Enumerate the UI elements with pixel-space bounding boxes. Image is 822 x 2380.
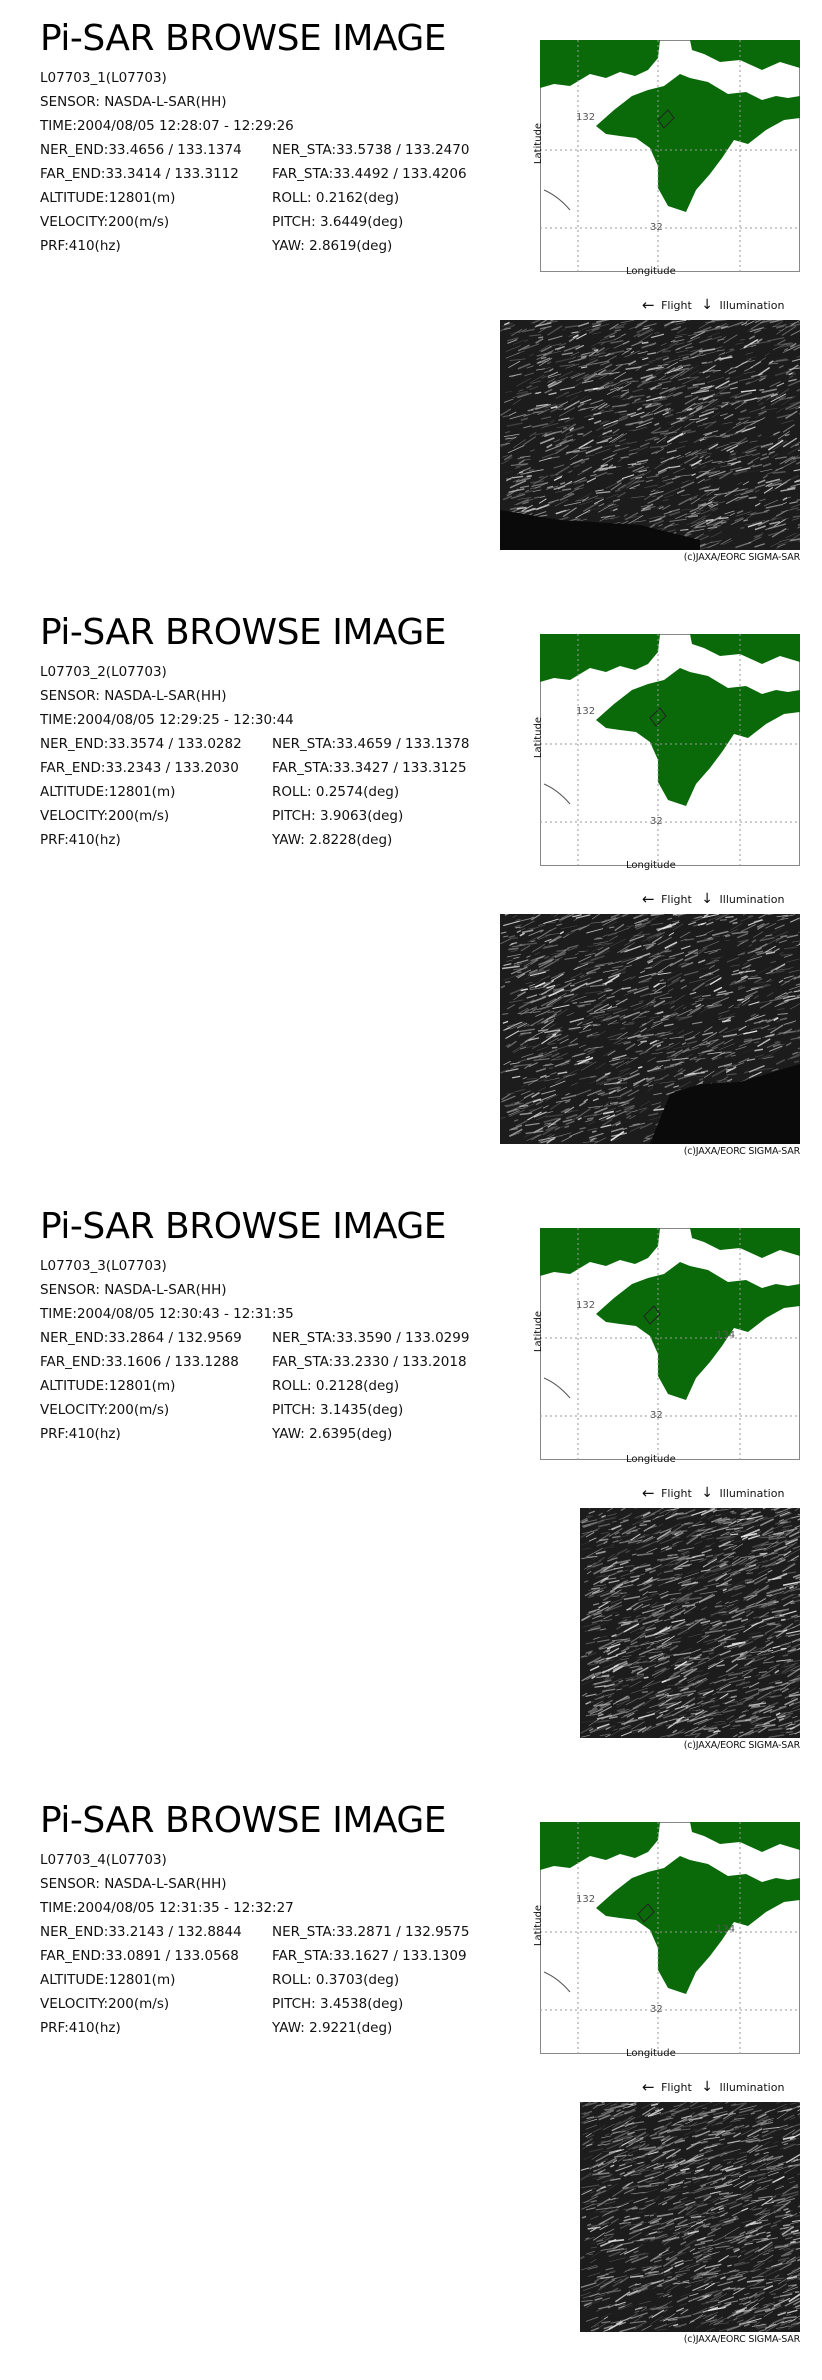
altitude-text: ALTITUDE:12801(m)	[40, 784, 176, 800]
pitch-text: PITCH: 3.9063(deg)	[272, 808, 404, 824]
far-sta-text: FAR_STA:33.3427 / 133.3125	[272, 760, 467, 776]
latitude-axis-label: Latitude	[533, 122, 545, 165]
lon-label-132: 132	[576, 112, 596, 123]
pitch-text: PITCH: 3.1435(deg)	[272, 1402, 404, 1418]
flight-illumination-legend	[642, 1484, 784, 1500]
panel-title: Pi-SAR BROWSE IMAGE	[40, 1800, 447, 1841]
illumination-arrow-icon: ↓	[701, 297, 714, 313]
roll-text: ROLL: 0.3703(deg)	[272, 1972, 400, 1988]
far-end-text: FAR_END:33.1606 / 133.1288	[40, 1354, 239, 1370]
meta-right	[272, 1920, 469, 2040]
copyright-credit: (c)JAXA/EORC SIGMA-SAR	[683, 1146, 800, 1157]
sensor-text: SENSOR: NASDA-L-SAR(HH)	[40, 1876, 227, 1892]
illumination-label: Illumination	[719, 1486, 785, 1500]
altitude-text: ALTITUDE:12801(m)	[40, 190, 176, 206]
lat-label-32: 32	[650, 222, 663, 233]
sensor-text: SENSOR: NASDA-L-SAR(HH)	[40, 94, 227, 110]
browse-panel	[0, 1188, 822, 1783]
longitude-axis-label: Longitude	[626, 860, 676, 871]
altitude-text: ALTITUDE:12801(m)	[40, 1972, 176, 1988]
sar-texture	[500, 320, 800, 550]
velocity-text: VELOCITY:200(m/s)	[40, 1402, 170, 1418]
lat-label-32: 32	[650, 1410, 663, 1421]
location-map	[540, 1228, 800, 1460]
altitude-text: ALTITUDE:12801(m)	[40, 1378, 176, 1394]
yaw-text: YAW: 2.6395(deg)	[272, 1426, 393, 1442]
flight-label: Flight	[661, 2080, 692, 2094]
prf-text: PRF:410(hz)	[40, 2020, 121, 2036]
ner-sta-text: NER_STA:33.2871 / 132.9575	[272, 1924, 470, 1940]
flight-arrow-icon: ←	[642, 296, 655, 314]
time-text: TIME:2004/08/05 12:30:43 - 12:31:35	[40, 1306, 294, 1322]
far-sta-text: FAR_STA:33.1627 / 133.1309	[272, 1948, 467, 1964]
prf-text: PRF:410(hz)	[40, 832, 121, 848]
meta-left	[40, 1254, 294, 1446]
lon-label-134: 134	[716, 1924, 736, 1935]
meta-left	[40, 1848, 294, 2040]
longitude-axis-label: Longitude	[626, 266, 676, 277]
meta-right	[272, 138, 469, 258]
ner-end-text: NER_END:33.3574 / 133.0282	[40, 736, 242, 752]
latitude-axis-label: Latitude	[533, 716, 545, 759]
copyright-credit: (c)JAXA/EORC SIGMA-SAR	[683, 1740, 800, 1751]
velocity-text: VELOCITY:200(m/s)	[40, 214, 170, 230]
lon-label-134: 134	[716, 1330, 736, 1341]
browse-panel	[0, 1782, 822, 2377]
yaw-text: YAW: 2.9221(deg)	[272, 2020, 393, 2036]
latitude-axis-label: Latitude	[533, 1904, 545, 1947]
prf-text: PRF:410(hz)	[40, 1426, 121, 1442]
scene-id: L07703_2(L07703)	[40, 664, 167, 680]
velocity-text: VELOCITY:200(m/s)	[40, 808, 170, 824]
flight-illumination-legend	[642, 296, 784, 312]
roll-text: ROLL: 0.2162(deg)	[272, 190, 400, 206]
longitude-axis-label: Longitude	[626, 1454, 676, 1465]
lat-label-32: 32	[650, 2004, 663, 2015]
scene-id: L07703_1(L07703)	[40, 70, 167, 86]
panel-title: Pi-SAR BROWSE IMAGE	[40, 1206, 447, 1247]
illumination-label: Illumination	[719, 2080, 785, 2094]
sar-browse-image	[500, 320, 800, 550]
lon-label-132: 132	[576, 706, 596, 717]
lon-label-132: 132	[576, 1300, 596, 1311]
time-text: TIME:2004/08/05 12:28:07 - 12:29:26	[40, 118, 294, 134]
ner-sta-text: NER_STA:33.5738 / 133.2470	[272, 142, 470, 158]
flight-arrow-icon: ←	[642, 1484, 655, 1502]
scene-id: L07703_4(L07703)	[40, 1852, 167, 1868]
illumination-label: Illumination	[719, 892, 785, 906]
browse-panel	[0, 0, 822, 595]
ner-end-text: NER_END:33.4656 / 133.1374	[40, 142, 242, 158]
sensor-text: SENSOR: NASDA-L-SAR(HH)	[40, 688, 227, 704]
yaw-text: YAW: 2.8619(deg)	[272, 238, 393, 254]
flight-arrow-icon: ←	[642, 2078, 655, 2096]
sar-browse-image	[500, 914, 800, 1144]
longitude-axis-label: Longitude	[626, 2048, 676, 2059]
far-sta-text: FAR_STA:33.2330 / 133.2018	[272, 1354, 467, 1370]
panel-title: Pi-SAR BROWSE IMAGE	[40, 18, 447, 59]
ner-end-text: NER_END:33.2143 / 132.8844	[40, 1924, 242, 1940]
flight-label: Flight	[661, 298, 692, 312]
far-end-text: FAR_END:33.0891 / 133.0568	[40, 1948, 239, 1964]
sar-browse-image	[580, 2102, 800, 2332]
illumination-arrow-icon: ↓	[701, 891, 714, 907]
illumination-label: Illumination	[719, 298, 785, 312]
flight-arrow-icon: ←	[642, 890, 655, 908]
sar-browse-image	[580, 1508, 800, 1738]
velocity-text: VELOCITY:200(m/s)	[40, 1996, 170, 2012]
lon-label-132: 132	[576, 1894, 596, 1905]
pitch-text: PITCH: 3.4538(deg)	[272, 1996, 404, 2012]
illumination-arrow-icon: ↓	[701, 2079, 714, 2095]
time-text: TIME:2004/08/05 12:31:35 - 12:32:27	[40, 1900, 294, 1916]
flight-illumination-legend	[642, 890, 784, 906]
meta-left	[40, 660, 294, 852]
browse-panel	[0, 594, 822, 1189]
far-end-text: FAR_END:33.2343 / 133.2030	[40, 760, 239, 776]
ner-sta-text: NER_STA:33.4659 / 133.1378	[272, 736, 470, 752]
latitude-axis-label: Latitude	[533, 1310, 545, 1353]
panel-title: Pi-SAR BROWSE IMAGE	[40, 612, 447, 653]
ner-sta-text: NER_STA:33.3590 / 133.0299	[272, 1330, 470, 1346]
meta-right	[272, 1326, 469, 1446]
scene-id: L07703_3(L07703)	[40, 1258, 167, 1274]
sar-texture	[580, 1508, 800, 1738]
roll-text: ROLL: 0.2574(deg)	[272, 784, 400, 800]
lat-label-32: 32	[650, 816, 663, 827]
sar-texture	[500, 914, 800, 1144]
ner-end-text: NER_END:33.2864 / 132.9569	[40, 1330, 242, 1346]
location-map	[540, 40, 800, 272]
yaw-text: YAW: 2.8228(deg)	[272, 832, 393, 848]
far-end-text: FAR_END:33.3414 / 133.3112	[40, 166, 239, 182]
meta-right	[272, 732, 469, 852]
copyright-credit: (c)JAXA/EORC SIGMA-SAR	[683, 2334, 800, 2345]
meta-left	[40, 66, 294, 258]
pitch-text: PITCH: 3.6449(deg)	[272, 214, 404, 230]
location-map	[540, 1822, 800, 2054]
time-text: TIME:2004/08/05 12:29:25 - 12:30:44	[40, 712, 294, 728]
location-map	[540, 634, 800, 866]
far-sta-text: FAR_STA:33.4492 / 133.4206	[272, 166, 467, 182]
illumination-arrow-icon: ↓	[701, 1485, 714, 1501]
prf-text: PRF:410(hz)	[40, 238, 121, 254]
flight-label: Flight	[661, 892, 692, 906]
flight-illumination-legend	[642, 2078, 784, 2094]
sar-texture	[580, 2102, 800, 2332]
sensor-text: SENSOR: NASDA-L-SAR(HH)	[40, 1282, 227, 1298]
flight-label: Flight	[661, 1486, 692, 1500]
roll-text: ROLL: 0.2128(deg)	[272, 1378, 400, 1394]
copyright-credit: (c)JAXA/EORC SIGMA-SAR	[683, 552, 800, 563]
